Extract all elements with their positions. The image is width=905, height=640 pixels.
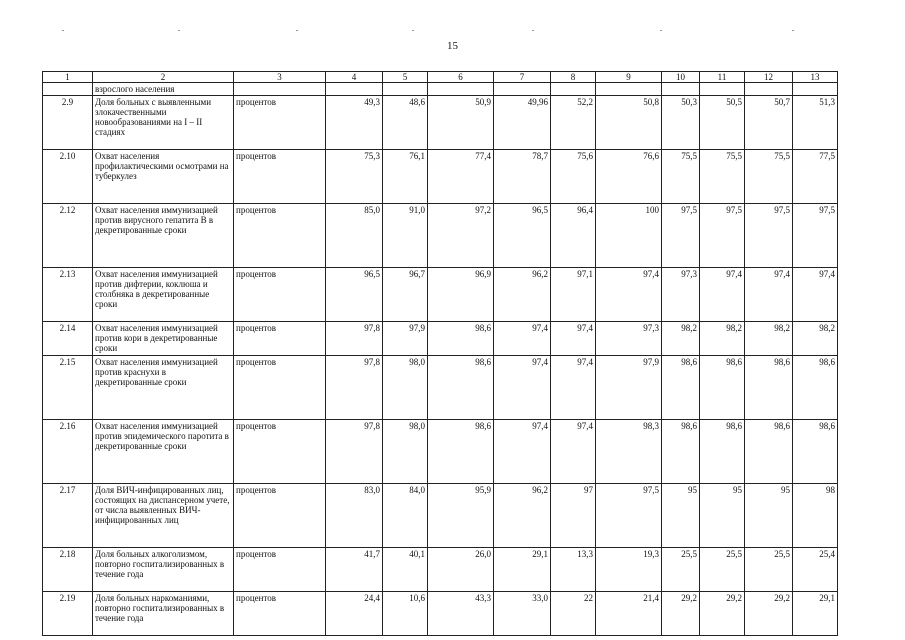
- row-number: 2.9: [43, 96, 93, 150]
- unit: процентов: [234, 268, 326, 322]
- table-row: [43, 592, 838, 636]
- value-cell: 96,2: [494, 268, 551, 322]
- table-row: [43, 96, 838, 150]
- value-cell: 98,6: [793, 420, 838, 484]
- value-cell: 84,0: [383, 484, 428, 548]
- scan-mark: [660, 30, 662, 31]
- value-cell: 98,0: [383, 356, 428, 420]
- value-cell: 13,3: [551, 548, 596, 592]
- unit: процентов: [234, 96, 326, 150]
- row-number: 2.13: [43, 268, 93, 322]
- value-cell: 21,4: [596, 592, 662, 636]
- value-cell: 97,4: [596, 268, 662, 322]
- table-row: [43, 268, 838, 322]
- column-header: 1: [43, 72, 93, 83]
- value-cell: 77,4: [428, 150, 494, 204]
- value-cell: 98,3: [596, 420, 662, 484]
- row-number: 2.12: [43, 204, 93, 268]
- continuation-row: [43, 83, 838, 96]
- table-row: [43, 548, 838, 592]
- value-cell: 33,0: [494, 592, 551, 636]
- unit: процентов: [234, 204, 326, 268]
- value-cell: 97,8: [326, 322, 383, 356]
- value-cell: 91,0: [383, 204, 428, 268]
- value-cell: 98,6: [662, 356, 700, 420]
- value-cell: 98,6: [428, 356, 494, 420]
- indicator-name: Охват населения иммунизацией против кори в декретированные сроки: [93, 322, 234, 356]
- value-cell: 76,1: [383, 150, 428, 204]
- value-cell: 95: [745, 484, 793, 548]
- column-header: 8: [551, 72, 596, 83]
- value-cell: 98,6: [662, 420, 700, 484]
- column-header: 13: [793, 72, 838, 83]
- value-cell: 96,9: [428, 268, 494, 322]
- value-cell: 29,1: [793, 592, 838, 636]
- value-cell: 97,9: [596, 356, 662, 420]
- scan-mark: [532, 30, 534, 31]
- value-cell: 100: [596, 204, 662, 268]
- value-cell: 97,4: [551, 322, 596, 356]
- value-cell: 97,2: [428, 204, 494, 268]
- value-cell: 50,7: [745, 96, 793, 150]
- indicator-name: Охват населения иммунизацией против вирусного гепатита В в декретированные сроки: [93, 204, 234, 268]
- value-cell: 19,3: [596, 548, 662, 592]
- value-cell: 77,5: [793, 150, 838, 204]
- value-cell: 52,2: [551, 96, 596, 150]
- value-cell: 98: [793, 484, 838, 548]
- value-cell: 97,5: [700, 204, 745, 268]
- unit: процентов: [234, 548, 326, 592]
- value-cell: 25,5: [745, 548, 793, 592]
- value-cell: 85,0: [326, 204, 383, 268]
- value-cell: 50,9: [428, 96, 494, 150]
- row-number: 2.18: [43, 548, 93, 592]
- header-row: [43, 72, 838, 83]
- value-cell: 97,5: [745, 204, 793, 268]
- value-cell: 75,6: [551, 150, 596, 204]
- value-cell: 75,5: [745, 150, 793, 204]
- value-cell: 50,8: [596, 96, 662, 150]
- table-row: [43, 322, 838, 356]
- value-cell: 97,4: [793, 268, 838, 322]
- value-cell: 78,7: [494, 150, 551, 204]
- value-cell: 98,6: [428, 420, 494, 484]
- unit: процентов: [234, 322, 326, 356]
- value-cell: 98,6: [745, 356, 793, 420]
- indicator-name: Доля больных с выявленными злокачественными новообразованиями на I – II стадиях: [93, 96, 234, 150]
- value-cell: 50,3: [662, 96, 700, 150]
- value-cell: 97,4: [494, 356, 551, 420]
- value-cell: 49,3: [326, 96, 383, 150]
- value-cell: 29,2: [745, 592, 793, 636]
- value-cell: 50,5: [700, 96, 745, 150]
- value-cell: 95: [700, 484, 745, 548]
- column-header: 10: [662, 72, 700, 83]
- value-cell: 95: [662, 484, 700, 548]
- value-cell: 98,6: [700, 356, 745, 420]
- row-number: 2.19: [43, 592, 93, 636]
- value-cell: 98,2: [700, 322, 745, 356]
- value-cell: 97: [551, 484, 596, 548]
- value-cell: 96,7: [383, 268, 428, 322]
- value-cell: 41,7: [326, 548, 383, 592]
- value-cell: 97,8: [326, 420, 383, 484]
- row-number: 2.10: [43, 150, 93, 204]
- value-cell: 29,1: [494, 548, 551, 592]
- scan-mark: [792, 30, 794, 31]
- value-cell: 43,3: [428, 592, 494, 636]
- scan-mark: [178, 30, 180, 31]
- value-cell: 75,5: [700, 150, 745, 204]
- value-cell: 48,6: [383, 96, 428, 150]
- value-cell: 97,3: [596, 322, 662, 356]
- scan-mark: [62, 30, 64, 31]
- value-cell: 97,8: [326, 356, 383, 420]
- column-header: 5: [383, 72, 428, 83]
- row-number: 2.16: [43, 420, 93, 484]
- value-cell: 26,0: [428, 548, 494, 592]
- indicator-name: Охват населения профилактическими осмотрами на туберкулез: [93, 150, 234, 204]
- unit: процентов: [234, 592, 326, 636]
- column-header: 2: [93, 72, 234, 83]
- row-number: 2.14: [43, 322, 93, 356]
- value-cell: 29,2: [700, 592, 745, 636]
- value-cell: 51,3: [793, 96, 838, 150]
- value-cell: 95,9: [428, 484, 494, 548]
- column-header: 3: [234, 72, 326, 83]
- column-header: 7: [494, 72, 551, 83]
- value-cell: 96,5: [326, 268, 383, 322]
- value-cell: 25,5: [700, 548, 745, 592]
- scan-mark: [296, 30, 298, 31]
- value-cell: 98,6: [793, 356, 838, 420]
- value-cell: 98,6: [745, 420, 793, 484]
- indicator-name: Охват населения иммунизацией против дифтерии, коклюша и столбняка в декретированные сроки: [93, 268, 234, 322]
- value-cell: 97,4: [551, 420, 596, 484]
- value-cell: 98,2: [745, 322, 793, 356]
- value-cell: 98,6: [700, 420, 745, 484]
- value-cell: 98,2: [662, 322, 700, 356]
- indicator-name: Доля ВИЧ-инфицированных лиц, состоящих на диспансерном учете, от числа выявленных ВИЧ-инфицированных лиц: [93, 484, 234, 548]
- value-cell: 97,4: [745, 268, 793, 322]
- value-cell: 49,96: [494, 96, 551, 150]
- value-cell: 97,4: [494, 322, 551, 356]
- value-cell: 83,0: [326, 484, 383, 548]
- value-cell: 97,4: [494, 420, 551, 484]
- value-cell: 29,2: [662, 592, 700, 636]
- column-header: 12: [745, 72, 793, 83]
- row-number: 2.17: [43, 484, 93, 548]
- value-cell: 98,0: [383, 420, 428, 484]
- unit: процентов: [234, 420, 326, 484]
- indicator-name: Доля больных наркоманиями, повторно госпитализированных в течение года: [93, 592, 234, 636]
- table-row: [43, 484, 838, 548]
- value-cell: 98,2: [793, 322, 838, 356]
- column-header: 4: [326, 72, 383, 83]
- value-cell: 98,6: [428, 322, 494, 356]
- indicator-name: Охват населения иммунизацией против эпидемического паротита в декретированные сроки: [93, 420, 234, 484]
- indicator-name: Доля больных алкоголизмом, повторно госпитализированных в течение года: [93, 548, 234, 592]
- table-row: [43, 420, 838, 484]
- value-cell: 97,4: [551, 356, 596, 420]
- value-cell: 97,1: [551, 268, 596, 322]
- value-cell: 96,5: [494, 204, 551, 268]
- value-cell: 10,6: [383, 592, 428, 636]
- page-number: 15: [447, 40, 458, 52]
- value-cell: 97,9: [383, 322, 428, 356]
- value-cell: 25,5: [662, 548, 700, 592]
- column-header: 11: [700, 72, 745, 83]
- unit: процентов: [234, 356, 326, 420]
- value-cell: 75,5: [662, 150, 700, 204]
- value-cell: 76,6: [596, 150, 662, 204]
- value-cell: 96,2: [494, 484, 551, 548]
- unit: процентов: [234, 150, 326, 204]
- table-row: [43, 150, 838, 204]
- indicator-name: Охват населения иммунизацией против краснухи в декретированные сроки: [93, 356, 234, 420]
- continuation-text: взрослого населения: [93, 83, 234, 96]
- scan-mark: [412, 30, 414, 31]
- value-cell: 97,3: [662, 268, 700, 322]
- value-cell: 97,5: [596, 484, 662, 548]
- value-cell: 96,4: [551, 204, 596, 268]
- value-cell: 25,4: [793, 548, 838, 592]
- value-cell: 97,4: [700, 268, 745, 322]
- value-cell: 97,5: [662, 204, 700, 268]
- table-row: [43, 204, 838, 268]
- unit: процентов: [234, 484, 326, 548]
- column-header: 9: [596, 72, 662, 83]
- value-cell: 40,1: [383, 548, 428, 592]
- value-cell: 97,5: [793, 204, 838, 268]
- column-header: 6: [428, 72, 494, 83]
- statistics-table: [42, 71, 838, 636]
- value-cell: 22: [551, 592, 596, 636]
- value-cell: 24,4: [326, 592, 383, 636]
- value-cell: 75,3: [326, 150, 383, 204]
- table-row: [43, 356, 838, 420]
- row-number: 2.15: [43, 356, 93, 420]
